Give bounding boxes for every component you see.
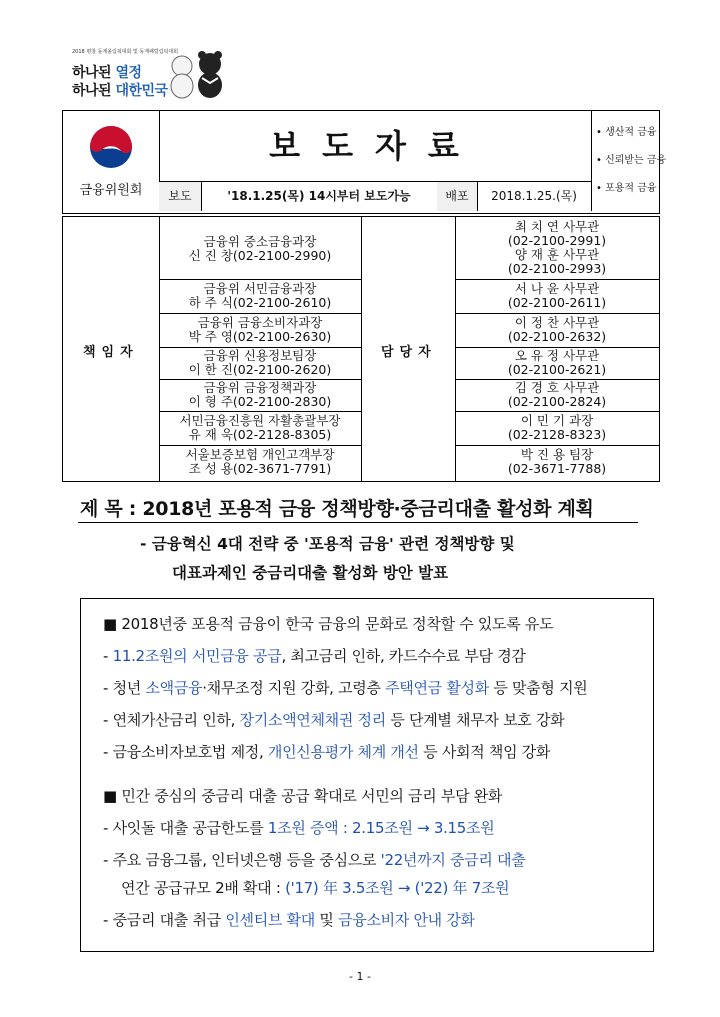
section2-item-1: - 사잇돌 대출 공급한도를 1조원 증액 : 2.15조원 → 3.15조원 <box>103 819 495 837</box>
header-table <box>62 110 667 214</box>
list-item: 이 정 찬 사무관 (02-2100-2632) <box>507 315 607 344</box>
subtitle-line-2: 대표과제인 중금리대출 활성화 방안 발표 <box>172 564 449 582</box>
release-label: 보도 <box>159 182 202 211</box>
subtitle-line-1: - 금융혁신 4대 전략 중 '포용적 금융' 관련 정책방향 및 <box>140 535 515 553</box>
slogan-line1-b: 열정 <box>115 65 142 81</box>
list-item: 금융위 신용정보팀장 이 한 진(02-2100-2620) <box>188 348 332 377</box>
keyword-inclusive: • 포용적 금융 <box>596 183 657 194</box>
contacts-table <box>62 216 660 482</box>
government-emblem-icon <box>89 125 133 169</box>
section1-item-4: - 금융소비자보호법 제정, 개인신용평가 체계 개선 등 사회적 책임 강화 <box>103 743 551 761</box>
slogan-line2-a: 하나된 <box>72 83 116 99</box>
list-item: 금융위 서민금융과장 하 주 식(02-2100-2610) <box>188 281 332 310</box>
page-number: - 1 - <box>349 970 371 983</box>
slogan-caption: 2018 평창 동계올림픽대회 및 동계패럴림픽대회 <box>72 49 179 55</box>
distribution-label: 배포 <box>437 182 478 211</box>
header-logo-cell <box>63 111 160 211</box>
list-item: 최 치 연 사무관 (02-2100-2991) 양 재 훈 사무관 (02-2100-2993) <box>507 219 607 276</box>
list-item: 서민금융진흥원 자활총괄부장 유 재 욱(02-2128-8305) <box>179 413 341 442</box>
list-item: 박 진 용 팀장 (02-3671-7788) <box>507 447 607 476</box>
summary-box <box>80 598 654 952</box>
list-item: 서울보증보험 개인고객부장 조 성 용(02-3671-7791) <box>185 447 335 476</box>
section1-item-3: - 연체가산금리 인하, 장기소액연체채권 정리 등 단계별 채무자 보호 강화 <box>103 711 565 729</box>
mascot-icon <box>160 48 230 100</box>
section2-item-3: - 중금리 대출 취급 인센티브 확대 및 금융소비자 안내 강화 <box>103 911 475 929</box>
page-title: 보도자료 <box>159 111 591 182</box>
list-item: 서 나 윤 사무관 (02-2100-2611) <box>507 281 607 310</box>
release-value: '18.1.25(목) 14시부터 보도가능 <box>201 182 438 211</box>
list-item: 이 민 기 과장 (02-2128-8323) <box>507 413 607 442</box>
officer-label: 담당자 <box>381 345 437 360</box>
keyword-trusted: • 신뢰받는 금융 <box>596 155 667 166</box>
section2-item-2: - 주요 금융그룹, 인터넷은행 등을 중심으로 '22년까지 중금리 대출 <box>103 851 526 869</box>
document-title: 제 목 : 2018년 포용적 금융 정책방향·중금리대출 활성화 계획 <box>80 498 594 520</box>
distribution-value: 2018.1.25.(목) <box>491 189 577 203</box>
section1-item-2: - 청년 소액금융·채무조정 지원 강화, 고령층 주택연금 활성화 등 맞춤형 지원 <box>103 679 588 697</box>
section1-heading: ■ 2018년중 포용적 금융이 한국 금융의 문화로 정착할 수 있도록 유도 <box>103 615 554 633</box>
title-underline <box>78 522 638 523</box>
policy-keywords <box>591 111 667 211</box>
list-item: 김 경 호 사무관 (02-2100-2824) <box>507 380 607 409</box>
section1-item-1: - 11.2조원의 서민금융 공급, 최고금리 인하, 카드수수료 부담 경감 <box>103 647 526 665</box>
section2-heading: ■ 민간 중심의 중금리 대출 공급 확대로 서민의 금리 부담 완화 <box>103 787 503 805</box>
list-item: 금융위 금융정책과장 이 형 주(02-2100-2830) <box>188 380 332 409</box>
slogan-line1-a: 하나된 <box>72 65 116 81</box>
list-item: 금융위 중소금융과장 신 진 창(02-2100-2990) <box>188 234 332 263</box>
keyword-productive: • 생산적 금융 <box>596 127 657 138</box>
list-item: 금융위 금융소비자과장 박 주 영(02-2100-2630) <box>188 315 332 344</box>
section2-item-2-cont: 연간 공급규모 2배 확대 : ('17) 年 3.5조원 → ('22) 年 7조원 <box>121 879 510 897</box>
org-name: 금융위원회 <box>79 183 143 198</box>
list-item: 오 유 정 사무관 (02-2100-2621) <box>507 348 607 377</box>
responsible-label: 책임자 <box>83 345 139 360</box>
slogan-line2-b: 대한민국 <box>115 83 168 99</box>
